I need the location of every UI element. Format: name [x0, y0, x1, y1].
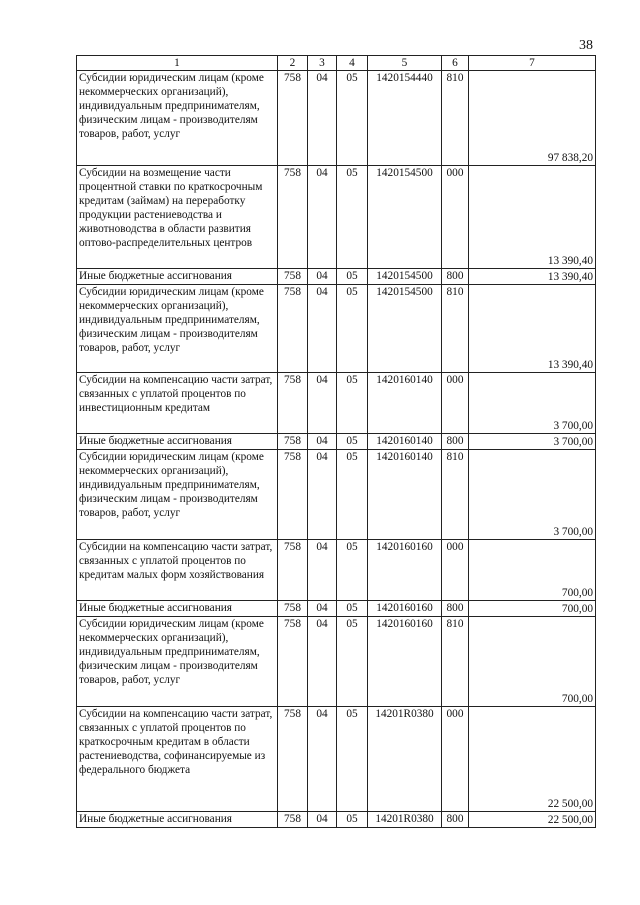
row-name: Субсидии на компенсацию части затрат, связанных с уплатой процентов по краткосрочным кредитам в области растениеводства, софинансируемые из федерального бюджета	[77, 707, 278, 812]
row-name: Иные бюджетные ассигнования	[77, 434, 278, 450]
row-sum: 22 500,00	[469, 707, 596, 812]
table-row	[77, 617, 596, 707]
row-vr: 810	[442, 285, 469, 373]
row-name: Субсидии юридическим лицам (кроме некоммерческих организаций), индивидуальным предпринимателям, физическим лицам - производителям товаров, работ, услуг	[77, 617, 278, 707]
row-vr: 810	[442, 617, 469, 707]
row-pr: 05	[337, 373, 368, 434]
row-rz: 04	[308, 617, 337, 707]
row-grbs: 758	[278, 434, 308, 450]
header-cell: 1	[77, 56, 278, 71]
table-row	[77, 373, 596, 434]
row-grbs: 758	[278, 812, 308, 828]
row-rz: 04	[308, 540, 337, 601]
row-csr: 1420160140	[368, 434, 442, 450]
row-vr: 000	[442, 540, 469, 601]
row-sum: 700,00	[469, 540, 596, 601]
row-rz: 04	[308, 71, 337, 166]
row-name: Субсидии на возмещение части процентной ставки по краткосрочным кредитам (займам) на переработку продукции растениеводства и животноводства в области развития оптово-распределительных центров	[77, 166, 278, 269]
row-name: Иные бюджетные ассигнования	[77, 812, 278, 828]
row-csr: 1420154500	[368, 285, 442, 373]
row-sum: 13 390,40	[469, 166, 596, 269]
row-name: Иные бюджетные ассигнования	[77, 601, 278, 617]
row-pr: 05	[337, 812, 368, 828]
row-csr: 14201R0380	[368, 707, 442, 812]
row-csr: 1420154500	[368, 269, 442, 285]
row-grbs: 758	[278, 166, 308, 269]
page-number: 38	[579, 38, 593, 53]
row-name: Субсидии на компенсацию части затрат, связанных с уплатой процентов по кредитам малых форм хозяйствования	[77, 540, 278, 601]
row-rz: 04	[308, 285, 337, 373]
row-sum: 97 838,20	[469, 71, 596, 166]
table-row	[77, 812, 596, 828]
row-name: Субсидии на компенсацию части затрат, связанных с уплатой процентов по инвестиционным кредитам	[77, 373, 278, 434]
row-rz: 04	[308, 269, 337, 285]
row-sum: 3 700,00	[469, 373, 596, 434]
row-sum: 3 700,00	[469, 434, 596, 450]
row-name: Субсидии юридическим лицам (кроме некоммерческих организаций), индивидуальным предпринимателям, физическим лицам - производителям товаров, работ, услуг	[77, 450, 278, 540]
table-row	[77, 601, 596, 617]
row-pr: 05	[337, 269, 368, 285]
row-csr: 1420160160	[368, 617, 442, 707]
row-rz: 04	[308, 812, 337, 828]
row-sum: 3 700,00	[469, 450, 596, 540]
budget-table	[76, 55, 596, 828]
row-vr: 800	[442, 269, 469, 285]
header-cell: 7	[469, 56, 596, 71]
row-csr: 1420160140	[368, 450, 442, 540]
table-row	[77, 285, 596, 373]
row-grbs: 758	[278, 285, 308, 373]
row-pr: 05	[337, 540, 368, 601]
row-grbs: 758	[278, 617, 308, 707]
row-grbs: 758	[278, 269, 308, 285]
row-grbs: 758	[278, 373, 308, 434]
row-vr: 810	[442, 450, 469, 540]
row-pr: 05	[337, 285, 368, 373]
row-sum: 700,00	[469, 617, 596, 707]
row-grbs: 758	[278, 707, 308, 812]
header-cell: 3	[308, 56, 337, 71]
row-pr: 05	[337, 166, 368, 269]
row-pr: 05	[337, 450, 368, 540]
header-row	[77, 56, 596, 71]
row-vr: 800	[442, 434, 469, 450]
row-name: Иные бюджетные ассигнования	[77, 269, 278, 285]
row-grbs: 758	[278, 540, 308, 601]
row-vr: 000	[442, 707, 469, 812]
row-csr: 1420160140	[368, 373, 442, 434]
row-rz: 04	[308, 450, 337, 540]
row-csr: 1420154500	[368, 166, 442, 269]
row-csr: 1420160160	[368, 601, 442, 617]
row-vr: 000	[442, 373, 469, 434]
row-pr: 05	[337, 434, 368, 450]
row-grbs: 758	[278, 71, 308, 166]
header-cell: 4	[337, 56, 368, 71]
row-sum: 13 390,40	[469, 285, 596, 373]
table-row	[77, 166, 596, 269]
table-row	[77, 707, 596, 812]
row-grbs: 758	[278, 450, 308, 540]
row-vr: 000	[442, 166, 469, 269]
header-cell: 2	[278, 56, 308, 71]
table-row	[77, 450, 596, 540]
table-row	[77, 434, 596, 450]
row-vr: 810	[442, 71, 469, 166]
row-sum: 700,00	[469, 601, 596, 617]
table-row	[77, 269, 596, 285]
table-row	[77, 71, 596, 166]
row-sum: 13 390,40	[469, 269, 596, 285]
row-rz: 04	[308, 166, 337, 269]
row-pr: 05	[337, 601, 368, 617]
row-name: Субсидии юридическим лицам (кроме некоммерческих организаций), индивидуальным предпринимателям, физическим лицам - производителям товаров, работ, услуг	[77, 285, 278, 373]
row-pr: 05	[337, 617, 368, 707]
row-rz: 04	[308, 373, 337, 434]
row-rz: 04	[308, 707, 337, 812]
row-pr: 05	[337, 71, 368, 166]
header-cell: 5	[368, 56, 442, 71]
row-rz: 04	[308, 434, 337, 450]
table-row	[77, 540, 596, 601]
row-vr: 800	[442, 812, 469, 828]
row-name: Субсидии юридическим лицам (кроме некоммерческих организаций), индивидуальным предпринимателям, физическим лицам - производителям товаров, работ, услуг	[77, 71, 278, 166]
row-rz: 04	[308, 601, 337, 617]
row-vr: 800	[442, 601, 469, 617]
row-pr: 05	[337, 707, 368, 812]
header-cell: 6	[442, 56, 469, 71]
row-csr: 1420160160	[368, 540, 442, 601]
row-csr: 14201R0380	[368, 812, 442, 828]
row-csr: 1420154440	[368, 71, 442, 166]
row-sum: 22 500,00	[469, 812, 596, 828]
row-grbs: 758	[278, 601, 308, 617]
